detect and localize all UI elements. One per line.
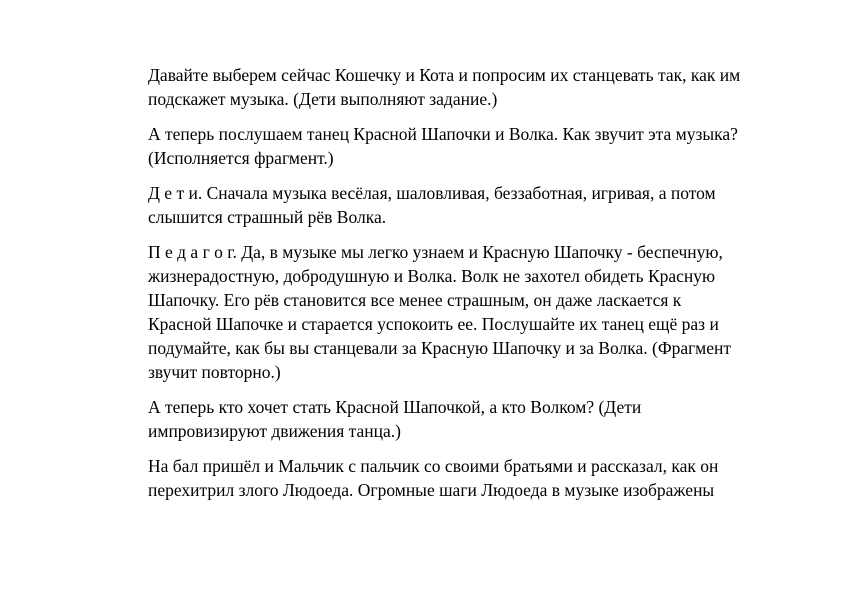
- paragraph-cat-and-kitten: [148, 63, 768, 111]
- text-line: подскажет музыка. (Дети выполняют задание.): [148, 89, 498, 109]
- text-line: На бал пришёл и Мальчик с пальчик со своими братьями и рассказал, как он: [148, 456, 719, 476]
- text-line: перехитрил злого Людоеда. Огромные шаги Людоеда в музыке изображены: [148, 480, 715, 500]
- text-line: подумайте, как бы вы станцевали за Красную Шапочку и за Волка. (Фрагмент: [148, 338, 731, 358]
- text-line: Д е т и. Сначала музыка весёлая, шаловливая, беззаботная, игривая, а потом: [148, 183, 716, 203]
- text-line: Красной Шапочке и старается успокоить ее. Послушайте их танец ещё раз и: [148, 314, 719, 334]
- text-line: А теперь кто хочет стать Красной Шапочкой, а кто Волком? (Дети: [148, 397, 642, 417]
- paragraph-teacher-explanation: [148, 240, 768, 384]
- paragraph-children-answer: [148, 181, 768, 229]
- text-line: Давайте выберем сейчас Кошечку и Кота и попросим их станцевать так, как им: [148, 65, 741, 85]
- text-line: П е д а г о г. Да, в музыке мы легко узнаем и Красную Шапочку - беспечную,: [148, 242, 723, 262]
- paragraph-role-choice: [148, 395, 768, 443]
- text-line: А теперь послушаем танец Красной Шапочки и Волка. Как звучит эта музыка?: [148, 124, 738, 144]
- paragraph-tom-thumb: [148, 454, 768, 502]
- text-line: Шапочку. Его рёв становится все менее страшным, он даже ласкается к: [148, 290, 682, 310]
- text-line: звучит повторно.): [148, 362, 281, 382]
- paragraph-red-riding-hood-dance: [148, 122, 768, 170]
- text-line: импровизируют движения танца.): [148, 421, 401, 441]
- text-line: (Исполняется фрагмент.): [148, 148, 334, 168]
- document-body: [148, 63, 768, 513]
- text-line: слышится страшный рёв Волка.: [148, 207, 387, 227]
- text-line: жизнерадостную, добродушную и Волка. Волк не захотел обидеть Красную: [148, 266, 716, 286]
